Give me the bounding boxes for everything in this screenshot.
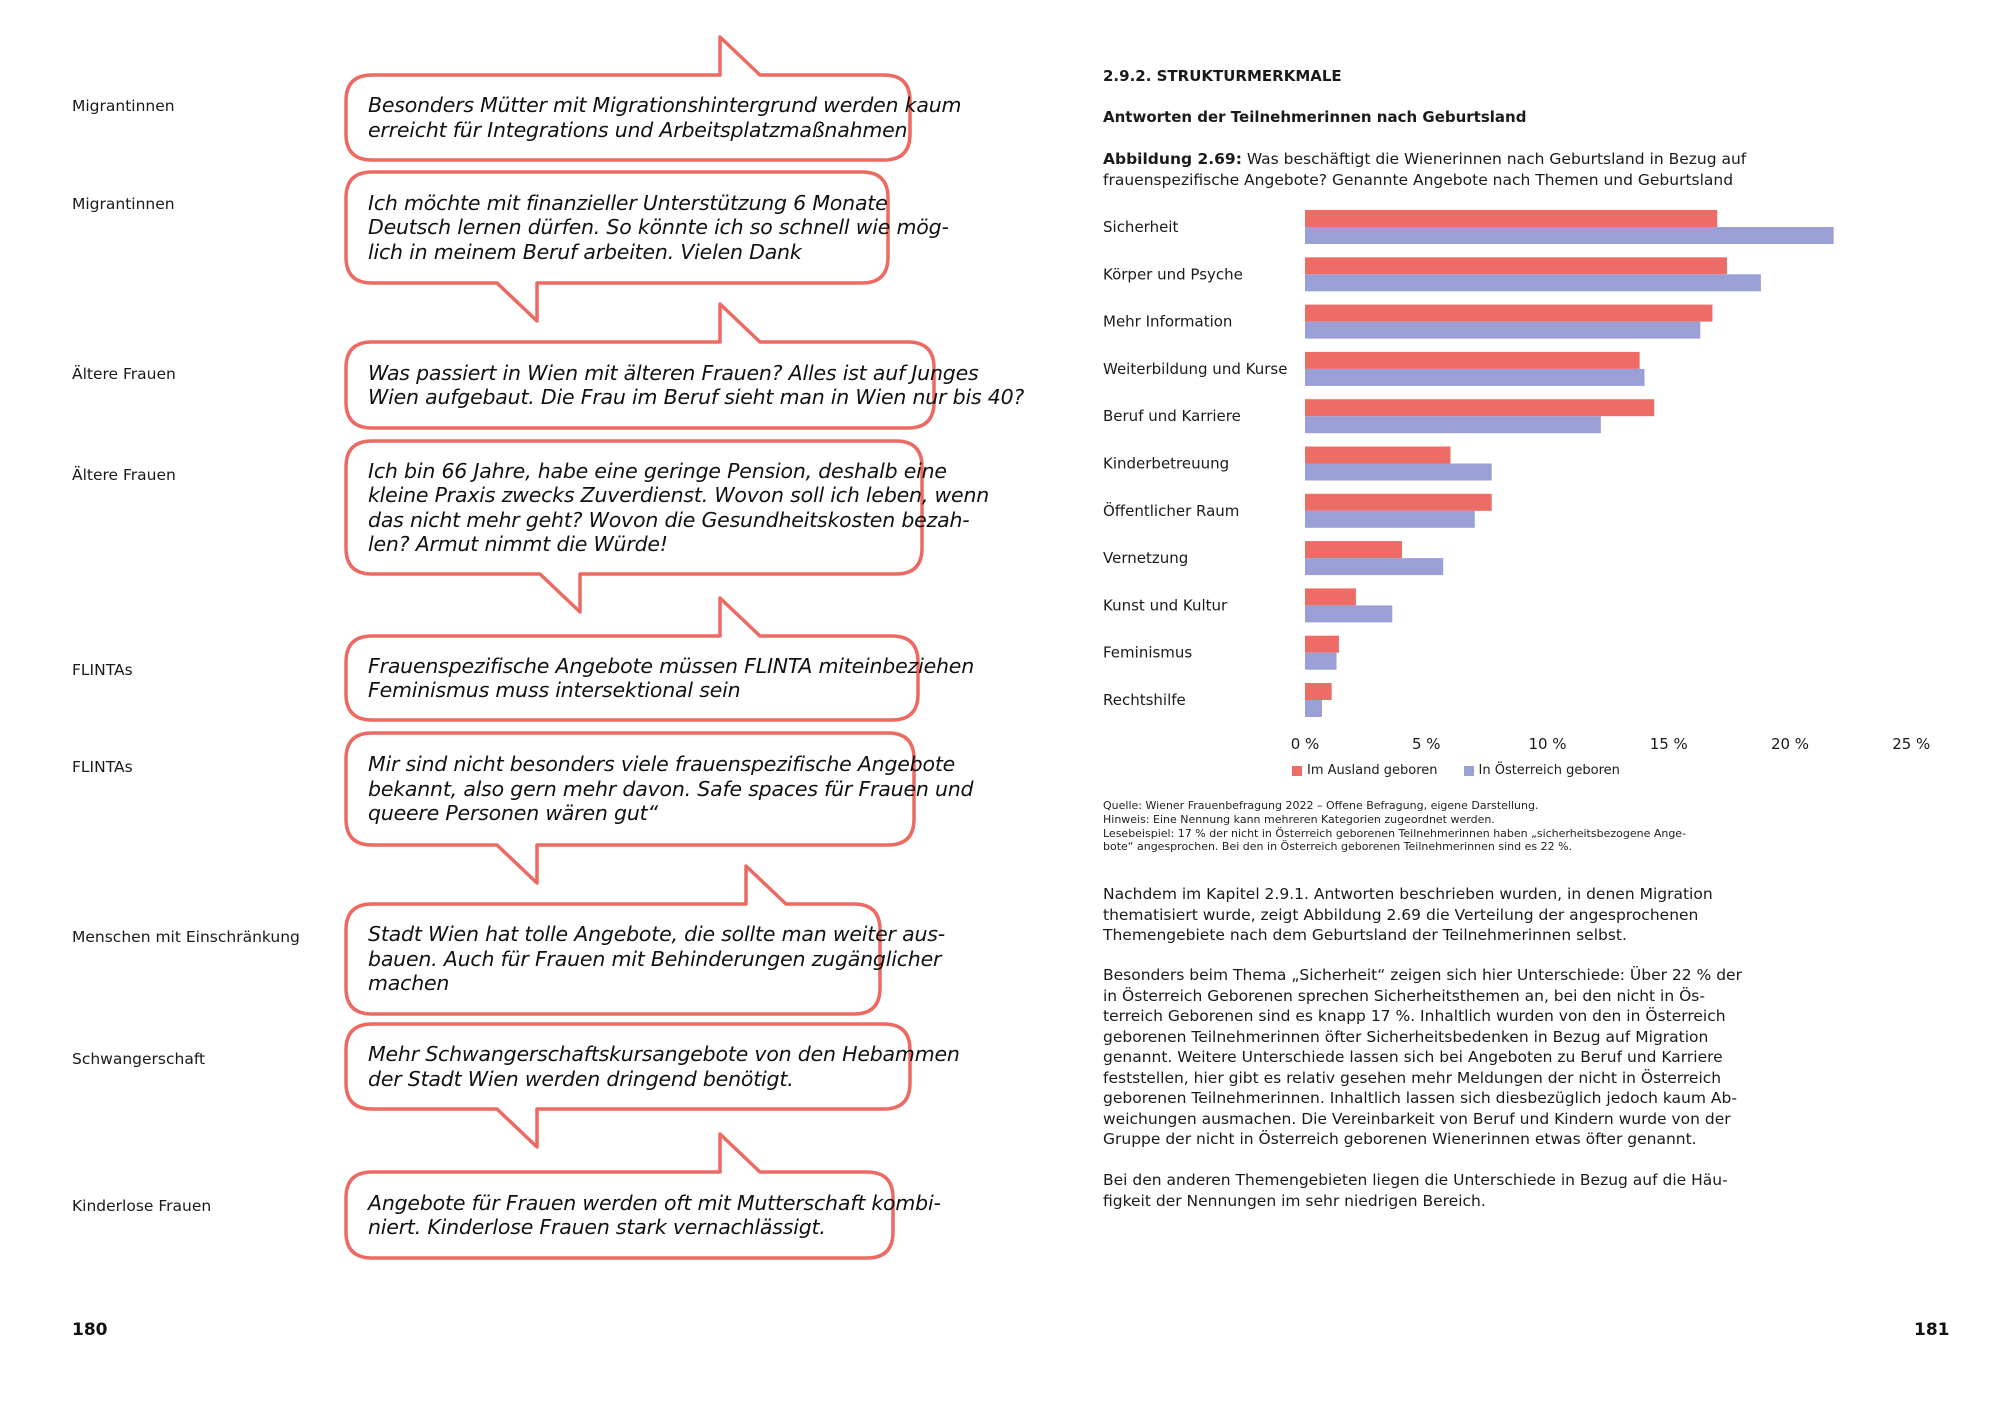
quote-line: Was passiert in Wien mit älteren Frauen? Alles ist auf Junges [368, 360, 979, 385]
quote-line: len? Armut nimmt die Würde! [368, 532, 668, 556]
x-tick-label: 25 % [1892, 735, 1931, 753]
quote-text [368, 922, 945, 996]
body-line: geborenen Teilnehmerinnen. Inhaltlich lassen sich diesbezüglich jedoch kaum Ab- [1103, 1089, 1737, 1107]
x-tick-label: 10 % [1528, 735, 1567, 753]
quote-text [368, 1042, 960, 1091]
quote-line: machen [368, 971, 450, 996]
x-tick-label: 0 % [1290, 735, 1320, 753]
legend-item-oesterreich [1464, 763, 1620, 778]
bar-oesterreich [1305, 416, 1601, 433]
bar-oesterreich [1305, 511, 1475, 528]
bar-chart [1095, 200, 1935, 760]
category-label: Kunst und Kultur [1103, 596, 1228, 615]
quote-line: Ich möchte mit finanzieller Unterstützung 6 Monate [368, 190, 888, 215]
note-example-1: Lesebeispiel: 17 % der nicht in Österreich geborenen Teilnehmerinnen haben „sicherheitsbezogene Ange- [1103, 826, 1687, 840]
quote-line: Deutsch lernen dürfen. So könnte ich so schnell wie mög- [368, 215, 949, 240]
category-label: Mehr Information [1103, 312, 1233, 331]
quote-line: Angebote für Frauen werden oft mit Mutterschaft kombi- [368, 1190, 941, 1215]
legend-label-ausland: Im Ausland geboren [1307, 763, 1438, 778]
quote-text [368, 361, 1024, 410]
bar-ausland [1305, 447, 1451, 464]
quote-line: bekannt, also gern mehr davon. Safe spaces für Frauen und [368, 776, 974, 801]
body-line: weichungen ausmachen. Die Vereinbarkeit von Beruf und Kindern wurde von der [1103, 1109, 1731, 1128]
bar-oesterreich [1305, 464, 1492, 481]
category-label: Körper und Psyche [1103, 265, 1243, 284]
legend-swatch-oesterreich [1464, 766, 1474, 776]
quote-line: kleine Praxis zwecks Zuverdienst. Wovon soll ich leben, wenn [368, 483, 990, 507]
figure-caption-line2: frauenspezifische Angebote? Genannte Angebote nach Themen und Geburtsland [1103, 170, 1734, 189]
bar-ausland [1305, 683, 1332, 700]
bar-oesterreich [1305, 274, 1761, 291]
note-source: Quelle: Wiener Frauenbefragung 2022 – Offene Befragung, eigene Darstellung. [1103, 799, 1539, 812]
quote-line: Ich bin 66 Jahre, habe eine geringe Pension, deshalb eine [368, 458, 947, 483]
bar-ausland [1305, 305, 1712, 322]
body-line: terreich Geborenen sind es knapp 17 %. Inhaltlich wurden von den in Österreich [1103, 1007, 1726, 1025]
note-example-2: bote“ angesprochen. Bei den in Österreich geborenen Teilnehmerinnen sind es 22 %. [1103, 840, 1573, 854]
quote-group-label: FLINTAs [72, 661, 133, 679]
quote-line: Mehr Schwangerschaftskursangebote von den Hebammen [368, 1042, 960, 1066]
category-label: Beruf und Karriere [1103, 407, 1241, 426]
category-label: Kinderbetreuung [1103, 454, 1230, 473]
x-tick-label: 5 % [1411, 735, 1441, 753]
note-hint: Hinweis: Eine Nennung kann mehreren Kategorien zugeordnet werden. [1103, 812, 1495, 826]
body-line: in Österreich Geborenen sprechen Sicherheitsthemen an, bei den nicht in Ös- [1103, 986, 1705, 1005]
quote-group-label: Ältere Frauen [72, 466, 176, 484]
legend-swatch-ausland [1292, 766, 1302, 776]
body-line: thematisiert wurde, zeigt Abbildung 2.69 die Verteilung der angesprochenen [1103, 905, 1699, 924]
bar-ausland [1305, 494, 1492, 511]
quote-line: Wien aufgebaut. Die Frau im Beruf sieht man in Wien nur bis 40? [368, 385, 1025, 409]
category-label: Weiterbildung und Kurse [1103, 359, 1288, 378]
quote-line: Stadt Wien hat tolle Angebote, die sollte man weiter aus- [368, 922, 945, 947]
figure-label: Abbildung 2.69: [1103, 150, 1242, 168]
quote-group-label: FLINTAs [72, 758, 133, 776]
body-line: geborenen Teilnehmerinnen öfter Sicherheitsbedenken in Bezug auf Migration [1103, 1027, 1709, 1046]
bar-ausland [1305, 636, 1339, 653]
body-line: Bei den anderen Themengebieten liegen die Unterschiede in Bezug auf die Häu- [1103, 1171, 1728, 1189]
quote-line: erreicht für Integrations und Arbeitsplatzmaßnahmen [368, 117, 908, 142]
chart-notes [1103, 799, 1723, 854]
quote-line: Feminismus muss intersektional sein [368, 678, 741, 702]
x-tick-label: 20 % [1770, 735, 1810, 753]
quote-text [368, 1191, 941, 1240]
figure-caption [1103, 149, 1747, 190]
bar-ausland [1305, 210, 1717, 227]
bar-oesterreich [1305, 322, 1700, 339]
quote-line: Besonders Mütter mit Migrationshintergrund werden kaum [368, 93, 962, 117]
legend-item-ausland [1292, 763, 1438, 778]
bar-oesterreich [1305, 653, 1337, 670]
bar-oesterreich [1305, 369, 1645, 386]
section-heading: 2.9.2. STRUKTURMERKMALE [1103, 67, 1342, 85]
quote-group-label: Migrantinnen [72, 195, 175, 213]
quote-group-label: Kinderlose Frauen [72, 1197, 212, 1215]
quote-text [368, 654, 974, 703]
body-line: feststellen, hier gibt es relativ gesehen mehr Meldungen der nicht in Österreich [1103, 1068, 1722, 1087]
bar-ausland [1305, 588, 1356, 605]
bar-oesterreich [1305, 558, 1443, 575]
bar-oesterreich [1305, 605, 1392, 622]
quote-line: Frauenspezifische Angebote müssen FLINTA miteinbeziehen [368, 653, 975, 678]
quote-group-label: Menschen mit Einschränkung [72, 928, 300, 946]
quote-line: Mir sind nicht besonders viele frauenspezifische Angebote [368, 752, 956, 777]
bar-ausland [1305, 399, 1654, 416]
quote-line: niert. Kinderlose Frauen stark vernachlässigt. [368, 1215, 826, 1239]
bar-oesterreich [1305, 227, 1834, 244]
bar-ausland [1305, 352, 1640, 369]
category-label: Feminismus [1103, 643, 1193, 662]
page-number-left: 180 [72, 1320, 108, 1340]
quote-line: queere Personen wären gut“ [368, 801, 658, 826]
quote-line: bauen. Auch für Frauen mit Behinderungen zugänglicher [368, 946, 942, 971]
body-line: genannt. Weitere Unterschiede lassen sich bei Angeboten zu Beruf und Karriere [1103, 1048, 1723, 1066]
body-paragraph [1103, 965, 1742, 1150]
quote-text [368, 191, 949, 265]
quote-text [368, 93, 961, 142]
quote-text [368, 752, 973, 826]
bar-ausland [1305, 541, 1402, 558]
figure-caption-line1: Was beschäftigt die Wienerinnen nach Geburtsland in Bezug auf [1241, 150, 1747, 168]
quote-group-label: Migrantinnen [72, 97, 175, 115]
legend-label-oesterreich: In Österreich geboren [1478, 763, 1620, 778]
quote-line: lich in meinem Beruf arbeiten. Vielen Dank [368, 239, 802, 264]
chart-legend [1292, 763, 1620, 778]
quote-text [368, 459, 989, 557]
page-number-right: 181 [1914, 1320, 1950, 1340]
body-line: Themengebiete nach dem Geburtsland der Teilnehmerinnen selbst. [1103, 926, 1627, 944]
chart-title: Antworten der Teilnehmerinnen nach Geburtsland [1103, 108, 1527, 126]
x-tick-label: 15 % [1649, 735, 1688, 753]
quote-group-label: Schwangerschaft [72, 1050, 206, 1068]
bar-oesterreich [1305, 700, 1322, 717]
body-line: Nachdem im Kapitel 2.9.1. Antworten beschrieben wurden, in denen Migration [1103, 885, 1713, 903]
body-paragraph [1103, 884, 1713, 946]
body-line: Besonders beim Thema „Sicherheit“ zeigen sich hier Unterschiede: Über 22 % der [1103, 966, 1742, 984]
category-label: Vernetzung [1103, 549, 1189, 568]
quote-group-label: Ältere Frauen [72, 365, 176, 383]
category-label: Rechtshilfe [1103, 691, 1186, 709]
body-line: figkeit der Nennungen im sehr niedrigen Bereich. [1103, 1191, 1486, 1210]
category-label: Sicherheit [1103, 218, 1179, 236]
body-line: Gruppe der nicht in Österreich geborenen Wienerinnen etwas öfter genannt. [1103, 1130, 1697, 1148]
body-paragraph [1103, 1170, 1728, 1211]
bar-ausland [1305, 257, 1727, 274]
category-label: Öffentlicher Raum [1103, 501, 1240, 520]
quote-line: der Stadt Wien werden dringend benötigt. [368, 1066, 794, 1091]
quote-line: das nicht mehr geht? Wovon die Gesundheitskosten bezah- [368, 507, 970, 532]
